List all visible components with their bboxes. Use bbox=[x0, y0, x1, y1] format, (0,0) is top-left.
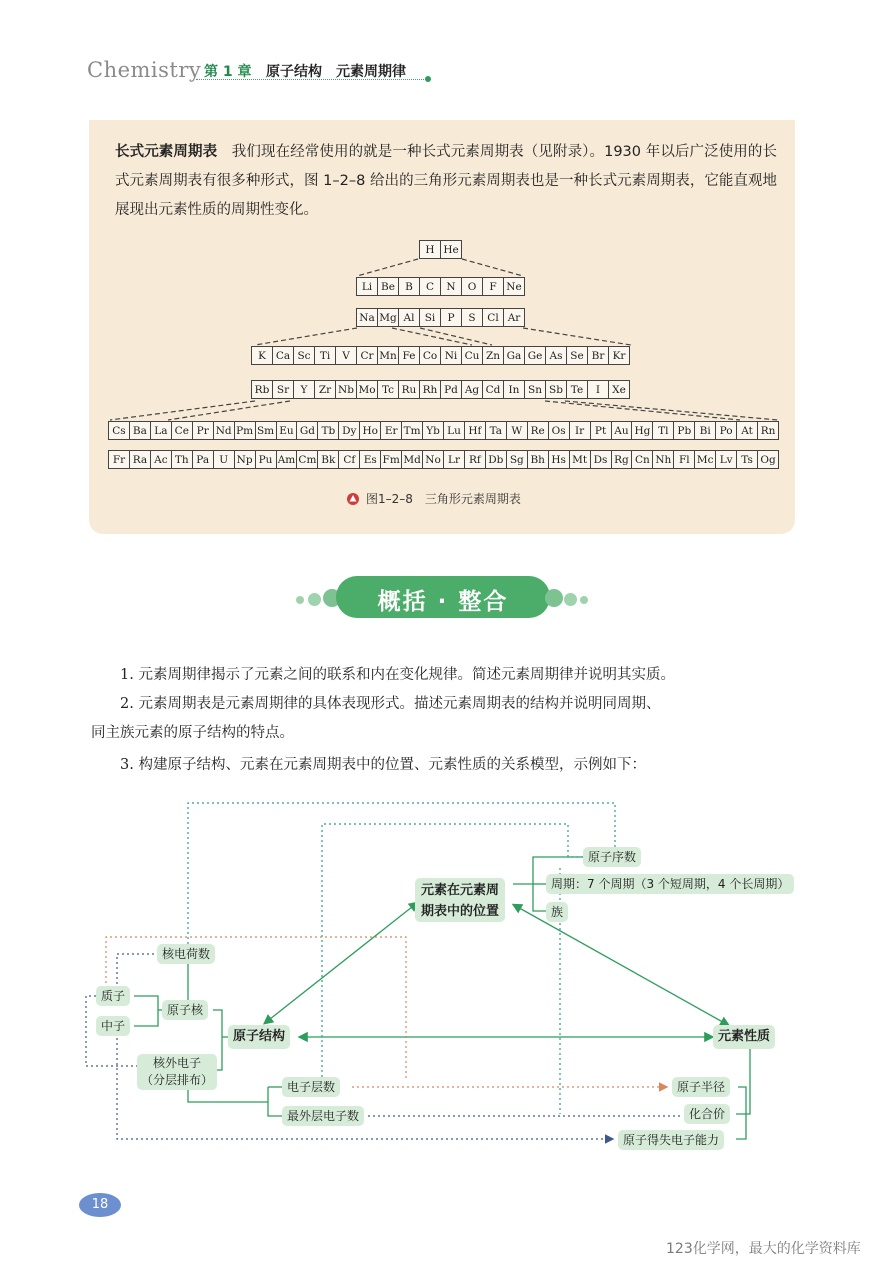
element-cell: K bbox=[251, 346, 273, 365]
element-cell: Md bbox=[401, 450, 423, 469]
element-cell: Bk bbox=[317, 450, 339, 469]
element-cell: Be bbox=[377, 277, 399, 296]
element-cell: S bbox=[461, 308, 483, 327]
element-cell: Ts bbox=[736, 450, 758, 469]
element-cell: Fm bbox=[380, 450, 402, 469]
element-cell: Cm bbox=[296, 450, 318, 469]
element-cell: Te bbox=[566, 380, 588, 399]
element-cell: Ar bbox=[503, 308, 525, 327]
element-cell: C bbox=[419, 277, 441, 296]
element-cell: Fe bbox=[398, 346, 420, 365]
element-cell: Hf bbox=[464, 421, 486, 440]
intro-body: 我们现在经常使用的就是一种长式元素周期表（见附录）。1930 年以后广泛使用的长式元素周期表有很多种形式，图 1–2–8 给出的三角形元素周期表也是一种长式元素周期表，它能直观地展现出元素性质的周期性变化。 bbox=[115, 144, 778, 218]
element-cell: Gd bbox=[296, 421, 318, 440]
element-cell: Os bbox=[548, 421, 570, 440]
element-cell: Ru bbox=[398, 380, 420, 399]
element-cell: Th bbox=[171, 450, 193, 469]
element-cell: He bbox=[440, 240, 462, 259]
element-cell: Lu bbox=[443, 421, 465, 440]
element-cell: Og bbox=[757, 450, 779, 469]
element-cell: Se bbox=[566, 346, 588, 365]
element-cell: Sc bbox=[293, 346, 315, 365]
watermark: 123化学网，最大的化学资料库 bbox=[666, 1241, 861, 1257]
element-cell: Rb bbox=[251, 380, 273, 399]
element-cell: Y bbox=[293, 380, 315, 399]
chapter-title: 原子结构 元素周期律 bbox=[266, 64, 406, 80]
element-cell: W bbox=[506, 421, 528, 440]
node-nuclear-charge: 核电荷数 bbox=[157, 944, 215, 964]
element-cell: Lr bbox=[443, 450, 465, 469]
element-cell: Hs bbox=[548, 450, 570, 469]
element-cell: Nb bbox=[335, 380, 357, 399]
element-cell: N bbox=[440, 277, 462, 296]
question-3: 3. 构建原子结构、元素在元素周期表中的位置、元素性质的关系模型，示例如下： bbox=[120, 757, 646, 773]
element-cell: Ds bbox=[590, 450, 612, 469]
element-cell: Pr bbox=[192, 421, 214, 440]
node-atomic-number: 原子序数 bbox=[583, 847, 641, 867]
element-cell: Dy bbox=[338, 421, 360, 440]
element-cell: Db bbox=[485, 450, 507, 469]
node-position-line-1: 元素在元素周 bbox=[421, 883, 500, 898]
element-cell: Cn bbox=[631, 450, 653, 469]
element-cell: Nd bbox=[213, 421, 235, 440]
element-cell: No bbox=[422, 450, 444, 469]
element-cell: In bbox=[503, 380, 525, 399]
element-cell: Eu bbox=[276, 421, 298, 440]
node-gain-lose: 原子得失电子能力 bbox=[618, 1130, 724, 1150]
node-electrons-line-1: 核外电子 bbox=[153, 1056, 202, 1070]
figure-caption: 图1–2–8 三角形元素周期表 bbox=[366, 492, 521, 506]
element-cell: F bbox=[482, 277, 504, 296]
element-cell: Pb bbox=[673, 421, 695, 440]
element-cell: Ba bbox=[129, 421, 151, 440]
element-cell: Rg bbox=[611, 450, 633, 469]
element-cell: Ac bbox=[150, 450, 172, 469]
element-cell: Ga bbox=[503, 346, 525, 365]
page-number: 18 bbox=[79, 1193, 121, 1217]
element-cell: Tl bbox=[652, 421, 674, 440]
element-cell: Pm bbox=[234, 421, 256, 440]
element-cell: Cr bbox=[356, 346, 378, 365]
element-cell: Am bbox=[276, 450, 298, 469]
element-cell: Pa bbox=[192, 450, 214, 469]
element-cell: Fl bbox=[673, 450, 695, 469]
element-cell: Ge bbox=[524, 346, 546, 365]
element-cell: P bbox=[440, 308, 462, 327]
node-neutron: 中子 bbox=[96, 1016, 130, 1036]
element-cell: I bbox=[587, 380, 609, 399]
node-electrons-line-2: （分层排布） bbox=[141, 1073, 214, 1087]
element-cell: Sr bbox=[272, 380, 294, 399]
node-shells: 电子层数 bbox=[282, 1077, 340, 1097]
element-cell: Bi bbox=[694, 421, 716, 440]
element-cell: Li bbox=[356, 277, 378, 296]
element-cell: Ce bbox=[171, 421, 193, 440]
element-cell: Rn bbox=[757, 421, 779, 440]
element-cell: Si bbox=[419, 308, 441, 327]
element-cell: Rf bbox=[464, 450, 486, 469]
element-cell: Ra bbox=[129, 450, 151, 469]
element-cell: Co bbox=[419, 346, 441, 365]
node-electrons bbox=[137, 1054, 217, 1090]
element-cell: Ni bbox=[440, 346, 462, 365]
element-cell: La bbox=[150, 421, 172, 440]
element-cell: Na bbox=[356, 308, 378, 327]
element-cell: Tc bbox=[377, 380, 399, 399]
element-cell: Mt bbox=[569, 450, 591, 469]
node-outer-electrons: 最外层电子数 bbox=[282, 1106, 364, 1126]
node-position-line-2: 期表中的位置 bbox=[421, 904, 500, 919]
element-cell: Nh bbox=[652, 450, 674, 469]
element-cell: Zn bbox=[482, 346, 504, 365]
element-cell: Zr bbox=[314, 380, 336, 399]
element-cell: O bbox=[461, 277, 483, 296]
element-cell: Yb bbox=[422, 421, 444, 440]
question-1: 1. 元素周期律揭示了元素之间的联系和内在变化规律。简述元素周期律并说明其实质。 bbox=[120, 667, 675, 683]
subject-label: Chemistry bbox=[87, 58, 202, 82]
node-proton: 质子 bbox=[96, 986, 130, 1006]
element-cell: Tb bbox=[317, 421, 339, 440]
element-cell: At bbox=[736, 421, 758, 440]
element-cell: Er bbox=[380, 421, 402, 440]
element-cell: Cf bbox=[338, 450, 360, 469]
section-banner-title: 概括 · 整合 bbox=[377, 589, 509, 615]
element-cell: Ta bbox=[485, 421, 507, 440]
element-cell: Ne bbox=[503, 277, 525, 296]
element-cell: Au bbox=[611, 421, 633, 440]
element-cell: Br bbox=[587, 346, 609, 365]
node-valence: 化合价 bbox=[684, 1104, 730, 1124]
node-properties: 元素性质 bbox=[713, 1025, 775, 1049]
element-cell: Cs bbox=[108, 421, 130, 440]
node-radius: 原子半径 bbox=[672, 1077, 730, 1097]
element-cell: Mo bbox=[356, 380, 378, 399]
element-cell: H bbox=[419, 240, 441, 259]
element-cell: Mc bbox=[694, 450, 716, 469]
element-cell: Ag bbox=[461, 380, 483, 399]
element-cell: U bbox=[213, 450, 235, 469]
element-cell: Kr bbox=[608, 346, 630, 365]
element-cell: Ti bbox=[314, 346, 336, 365]
element-cell: Es bbox=[359, 450, 381, 469]
element-cell: Re bbox=[527, 421, 549, 440]
element-cell: V bbox=[335, 346, 357, 365]
node-period: 周期：7 个周期（3 个短周期，4 个长周期） bbox=[546, 874, 794, 894]
element-cell: Po bbox=[715, 421, 737, 440]
element-cell: Rh bbox=[419, 380, 441, 399]
element-cell: Ho bbox=[359, 421, 381, 440]
element-cell: Xe bbox=[608, 380, 630, 399]
element-cell: Tm bbox=[401, 421, 423, 440]
node-nucleus: 原子核 bbox=[162, 1000, 208, 1020]
element-cell: Fr bbox=[108, 450, 130, 469]
node-group: 族 bbox=[546, 902, 568, 922]
element-cell: Cu bbox=[461, 346, 483, 365]
question-2-line-2: 同主族元素的原子结构的特点。 bbox=[91, 725, 294, 741]
element-cell: Sb bbox=[545, 380, 567, 399]
element-cell: Cd bbox=[482, 380, 504, 399]
element-cell: Bh bbox=[527, 450, 549, 469]
element-cell: Mn bbox=[377, 346, 399, 365]
element-cell: Pd bbox=[440, 380, 462, 399]
element-cell: Sn bbox=[524, 380, 546, 399]
node-atomic-structure: 原子结构 bbox=[228, 1025, 290, 1049]
element-cell: B bbox=[398, 277, 420, 296]
chapter-number: 第 1 章 bbox=[204, 64, 252, 80]
element-cell: Sm bbox=[255, 421, 277, 440]
question-2-line-1: 2. 元素周期表是元素周期律的具体表现形式。描述元素周期表的结构并说明同周期、 bbox=[120, 696, 661, 712]
element-cell: Mg bbox=[377, 308, 399, 327]
element-cell: Pu bbox=[255, 450, 277, 469]
intro-term: 长式元素周期表 bbox=[115, 144, 218, 160]
element-cell: Pt bbox=[590, 421, 612, 440]
element-cell: Lv bbox=[715, 450, 737, 469]
element-cell: Np bbox=[234, 450, 256, 469]
element-cell: Ca bbox=[272, 346, 294, 365]
node-position bbox=[415, 878, 505, 922]
element-cell: Al bbox=[398, 308, 420, 327]
element-cell: Sg bbox=[506, 450, 528, 469]
element-cell: Cl bbox=[482, 308, 504, 327]
element-cell: Hg bbox=[631, 421, 653, 440]
element-cell: Ir bbox=[569, 421, 591, 440]
element-cell: As bbox=[545, 346, 567, 365]
